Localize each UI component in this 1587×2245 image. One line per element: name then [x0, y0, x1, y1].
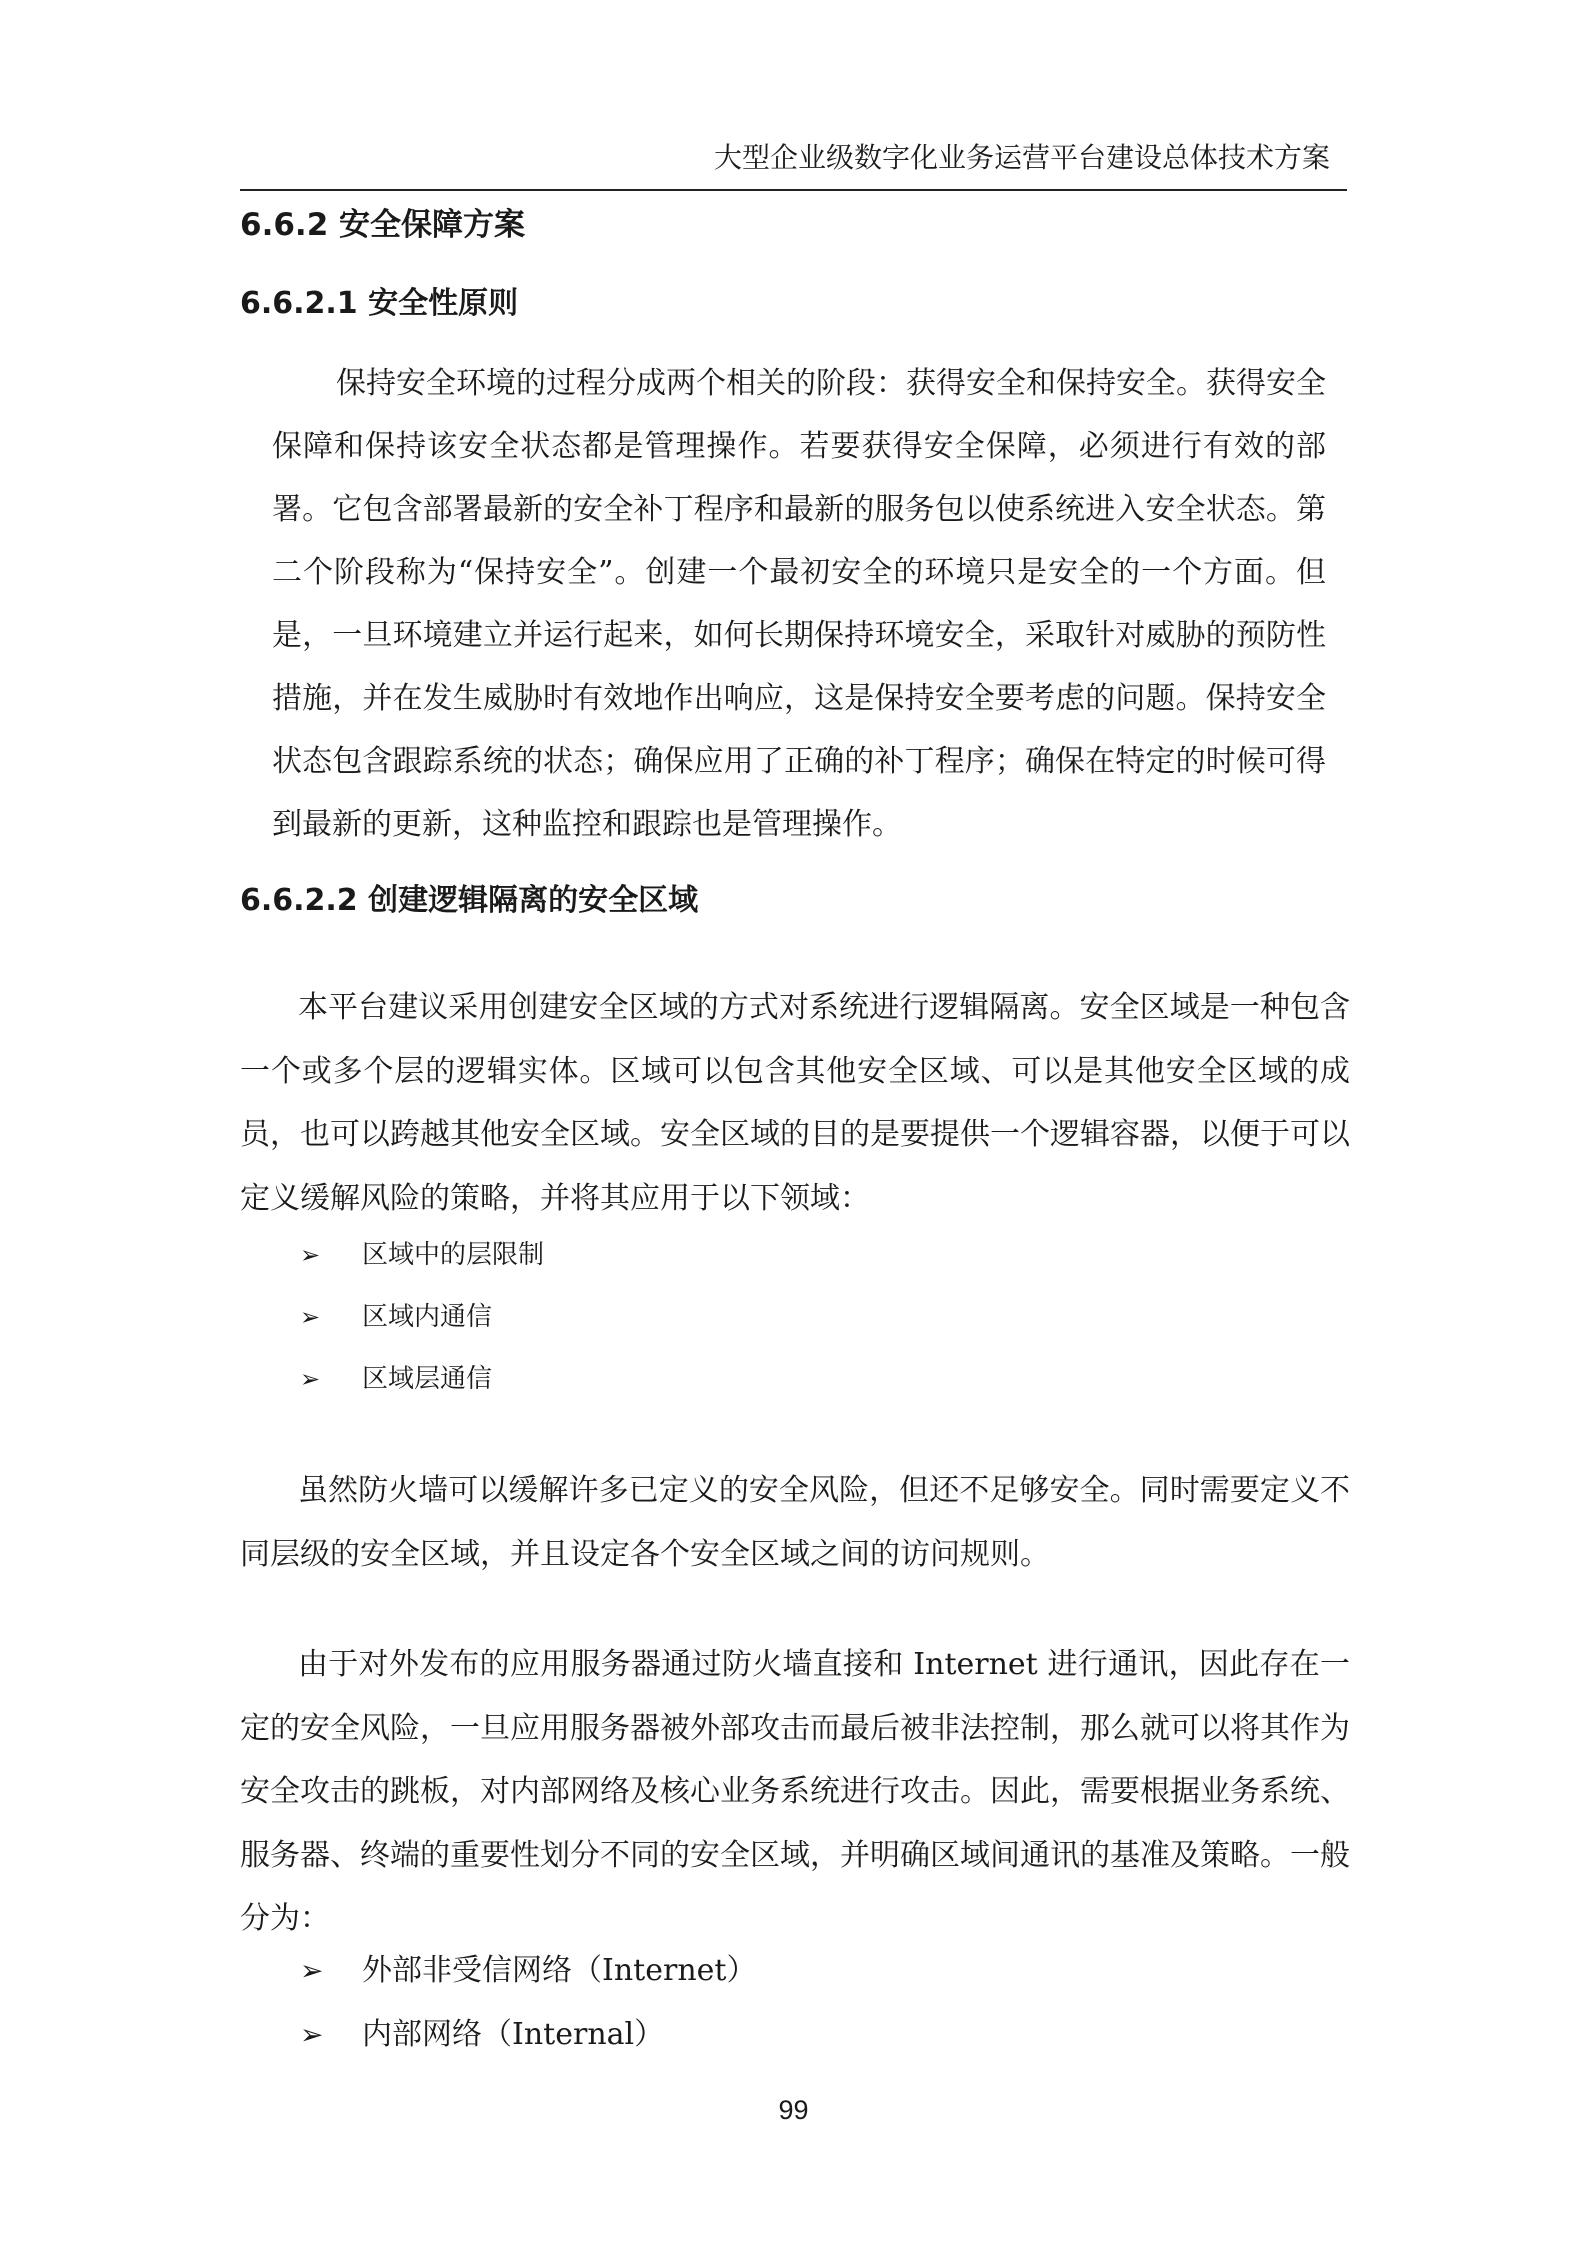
zone-application-list: [300, 1231, 544, 1417]
arrow-bullet-icon: ➢: [300, 1241, 321, 1269]
firewall-paragraph: 虽然防火墙可以缓解许多已定义的安全风险，但还不足够安全。同时需要定义不同层级的安全区域，并且设定各个安全区域之间的访问规则。: [240, 1473, 1350, 1572]
list-item-text: 区域内通信: [362, 1302, 493, 1332]
arrow-bullet-icon: ➢: [300, 1365, 321, 1393]
security-principle-paragraph: 保持安全环境的过程分成两个相关的阶段：获得安全和保持安全。获得安全保障和保持该安全状态都是管理操作。若要获得安全保障，必须进行有效的部署。它包含部署最新的安全补丁程序和最新的服务包以使系统进入安全状态。第二个阶段称为“保持安全”。创建一个最初安全的环境只是安全的一个方面。但是，一旦环境建立并运行起来，如何长期保持环境安全，采取针对威胁的预防性措施，并在发生威胁时有效地作出响应，这是保持安全要考虑的问题。保持安全状态包含跟踪系统的状态；确保应用了正确的补丁程序；确保在特定的时候可得到最新的更新，这种监控和跟踪也是管理操作。: [272, 366, 1326, 842]
section-heading-6-6-2-1: 6.6.2.1 安全性原则: [240, 286, 519, 321]
list-item: [300, 1231, 544, 1293]
arrow-bullet-icon: ➢: [300, 2018, 324, 2051]
security-zone-intro-paragraph: 本平台建议采用创建安全区域的方式对系统进行逻辑隔离。安全区域是一种包含一个或多个层的逻辑实体。区域可以包含其他安全区域、可以是其他安全区域的成员，也可以跨越其他安全区域。安全区域的目的是要提供一个逻辑容器，以便于可以定义缓解风险的策略，并将其应用于以下领域：: [240, 990, 1350, 1216]
list-item: [300, 1946, 756, 2010]
network-zone-list: [300, 1946, 756, 2074]
running-header: 大型企业级数字化业务运营平台建设总体技术方案: [713, 141, 1330, 174]
app-server-risk-paragraph: 由于对外发布的应用服务器通过防火墙直接和 Internet 进行通讯，因此存在一定的安全风险，一旦应用服务器被外部攻击而最后被非法控制，那么就可以将其作为安全攻击的跳板，对内部网络及核心业务系统进行攻击。因此，需要根据业务系统、服务器、终端的重要性划分不同的安全区域，并明确区域间通讯的基准及策略。一般分为：: [240, 1647, 1350, 1936]
list-item-text: 区域层通信: [362, 1364, 493, 1394]
page-number: 99: [778, 2095, 809, 2125]
header-divider: [240, 189, 1347, 191]
section-heading-6-6-2-2: 6.6.2.2 创建逻辑隔离的安全区域: [240, 883, 699, 918]
list-item: [300, 1355, 544, 1417]
list-item-text: 区域中的层限制: [362, 1240, 545, 1270]
arrow-bullet-icon: ➢: [300, 1303, 321, 1331]
list-item-text: 外部非受信网络（Internet）: [362, 1953, 757, 1988]
arrow-bullet-icon: ➢: [300, 1954, 324, 1987]
list-item: [300, 2010, 756, 2074]
section-heading-6-6-2: 6.6.2 安全保障方案: [240, 207, 526, 243]
list-item: [300, 1293, 544, 1355]
list-item-text: 内部网络（Internal）: [362, 2017, 665, 2052]
